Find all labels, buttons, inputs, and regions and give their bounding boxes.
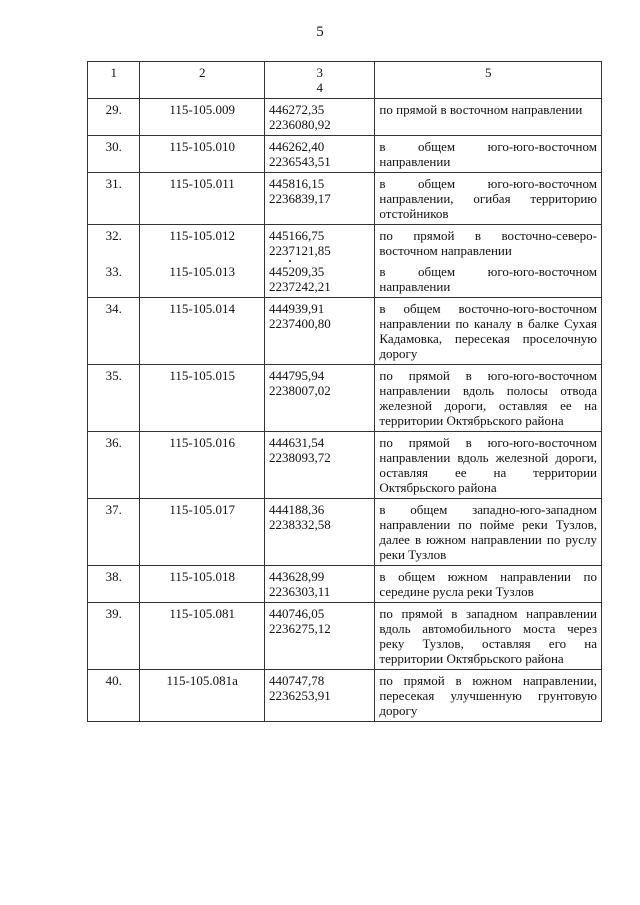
coordinates-cell <box>264 99 374 136</box>
point-code: 115-105.015 <box>140 365 265 432</box>
coordinates-cell-pair <box>264 225 374 298</box>
coordinates-cell <box>264 499 374 566</box>
coord-x: 444795,94 <box>268 368 325 383</box>
coordinates-cell <box>264 432 374 499</box>
coord-y: 2238332,58 <box>268 517 331 532</box>
point-code: 115-105.018 <box>140 566 265 603</box>
coord-y: 2236543,51 <box>268 154 331 169</box>
boundary-description: по прямой в восточно-северо-восточном направлении <box>379 228 597 258</box>
row-number: 31. <box>88 173 140 225</box>
coord-x: 444188,36 <box>268 502 325 517</box>
point-code: 115-105.009 <box>140 99 265 136</box>
coord-y: 2236839,17 <box>268 191 331 206</box>
row-number: 40. <box>88 670 140 722</box>
boundary-description: по прямой в юго-юго-восточном направлении вдоль железной дороги, оставляя ее на территории Октябрьского района <box>375 432 602 499</box>
table-row <box>88 173 602 225</box>
coord-y: 2236275,12 <box>268 621 331 636</box>
row-spacer <box>144 243 260 264</box>
coord-x: 443628,99 <box>268 569 325 584</box>
point-code: 115-105.010 <box>140 136 265 173</box>
row-number-pair <box>88 225 140 298</box>
coordinates-line <box>268 264 370 294</box>
table-row <box>88 670 602 722</box>
coordinates-line <box>268 228 370 258</box>
coord-y: 2238093,72 <box>268 450 331 465</box>
coord-y: 2238007,02 <box>268 383 331 398</box>
boundary-description: в общем восточно-юго-восточном направлении по каналу в балке Сухая Кадамовка, пересекая проселочную дорогу <box>375 298 602 365</box>
point-code: 115-105.012 <box>169 228 235 243</box>
boundary-points-table <box>87 61 602 722</box>
coordinates-cell <box>264 566 374 603</box>
point-code: 115-105.017 <box>140 499 265 566</box>
row-number: 39. <box>88 603 140 670</box>
header-col-4-label: 4 <box>316 80 323 95</box>
table-row <box>88 603 602 670</box>
coord-x: 440747,78 <box>268 673 325 688</box>
point-code: 115-105.081 <box>140 603 265 670</box>
table-row <box>88 566 602 603</box>
coord-y: 2236253,91 <box>268 688 331 703</box>
coordinates-cell <box>264 298 374 365</box>
coordinates-cell <box>264 603 374 670</box>
row-number: 30. <box>88 136 140 173</box>
boundary-description: в общем юго-юго-восточном направлении <box>375 136 602 173</box>
coord-x: 440746,05 <box>268 606 325 621</box>
coord-y: 2236080,92 <box>268 117 331 132</box>
table-row <box>88 136 602 173</box>
header-col-2: 2 <box>140 62 265 99</box>
point-code: 115-105.013 <box>169 264 235 279</box>
point-code: 115-105.014 <box>140 298 265 365</box>
table-row <box>88 99 602 136</box>
boundary-description: в общем южном направлении по середине русла реки Тузлов <box>375 566 602 603</box>
coord-x: 444939,91 <box>268 301 325 316</box>
row-spacer <box>92 243 135 264</box>
boundary-description: в общем юго-юго-восточном направлении <box>379 264 597 294</box>
row-number: 34. <box>88 298 140 365</box>
table-row <box>88 432 602 499</box>
row-number: 32. <box>105 228 122 243</box>
table-row <box>88 499 602 566</box>
header-col-3-label: 3 <box>316 65 323 80</box>
scan-speck <box>289 260 291 262</box>
coord-y: 2237242,21 <box>268 279 331 294</box>
row-number: 37. <box>88 499 140 566</box>
boundary-description: по прямой в юго-юго-восточном направлении вдоль полосы отвода железной дороги, оставляя ее на территории Октябрьского района <box>375 365 602 432</box>
coord-x: 444631,54 <box>268 435 325 450</box>
coordinates-cell <box>264 173 374 225</box>
boundary-description: в общем юго-юго-восточном направлении, огибая территорию отстойников <box>375 173 602 225</box>
coordinates-cell <box>264 670 374 722</box>
table-row <box>88 298 602 365</box>
boundary-description: по прямой в южном направлении, пересекая улучшенную грунтовую дорогу <box>375 670 602 722</box>
boundary-description: в общем западно-юго-западном направлении по пойме реки Тузлов, далее в южном направлении по руслу реки Тузлов <box>375 499 602 566</box>
coord-y: 2236303,11 <box>268 584 331 599</box>
row-number: 36. <box>88 432 140 499</box>
coordinates-cell <box>264 365 374 432</box>
coord-y: 2237400,80 <box>268 316 331 331</box>
point-code: 115-105.011 <box>140 173 265 225</box>
point-code-pair <box>140 225 265 298</box>
header-col-5: 5 <box>375 62 602 99</box>
page-number: 5 <box>316 24 324 40</box>
coord-x: 445166,75 <box>268 228 325 243</box>
coord-x: 446262,40 <box>268 139 325 154</box>
boundary-description-pair <box>375 225 602 298</box>
coord-x: 445816,15 <box>268 176 325 191</box>
table-header-row <box>88 62 602 99</box>
point-code: 115-105.081а <box>140 670 265 722</box>
boundary-description: по прямой в западном направлении вдоль автомобильного моста через реку Тузлов, оставляя его на территории Октябрьского района <box>375 603 602 670</box>
coord-x: 446272,35 <box>268 102 325 117</box>
coord-y: 2237121,85 <box>268 243 331 258</box>
row-number: 29. <box>88 99 140 136</box>
point-code: 115-105.016 <box>140 432 265 499</box>
table-row <box>88 365 602 432</box>
row-number: 38. <box>88 566 140 603</box>
row-number: 35. <box>88 365 140 432</box>
coord-x: 445209,35 <box>268 264 325 279</box>
header-col-1: 1 <box>88 62 140 99</box>
coordinates-cell <box>264 136 374 173</box>
table-row <box>88 225 602 298</box>
boundary-description: по прямой в восточном направлении <box>375 99 602 136</box>
row-number: 33. <box>105 264 122 279</box>
header-col-3 <box>264 62 374 99</box>
